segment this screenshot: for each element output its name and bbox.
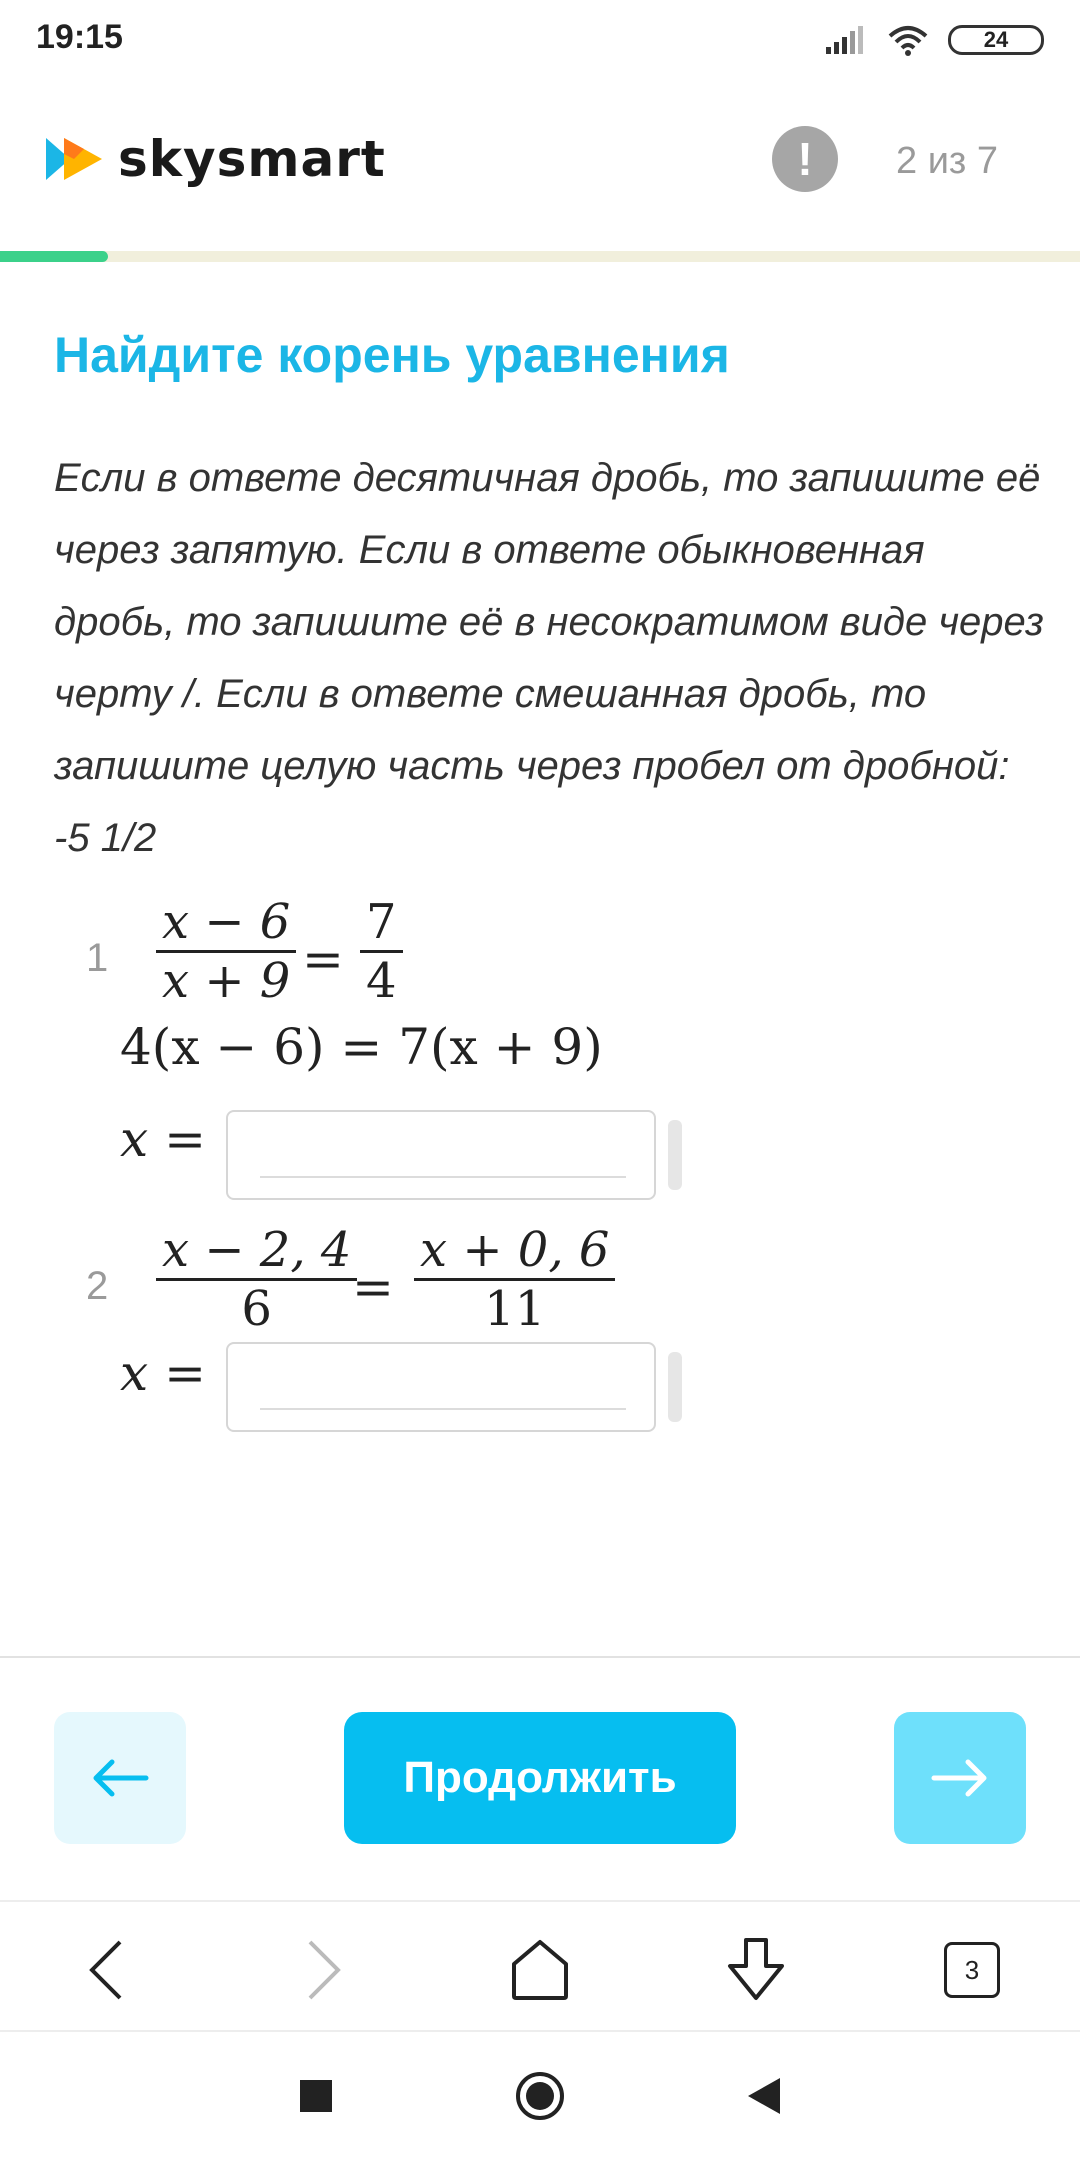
triangle-back-icon [746,2076,782,2116]
circle-icon [514,2070,566,2122]
wifi-icon [886,24,930,56]
fraction-denominator: 4 [366,953,397,1009]
status-bar [0,0,1080,80]
arrow-right-icon [930,1758,990,1798]
system-back-button[interactable] [732,2064,796,2128]
footer-divider [0,1656,1080,1658]
answer-label: x = [120,1344,206,1402]
battery-icon [948,25,1044,55]
download-icon [724,1936,788,2004]
exclamation-icon: ! [797,133,813,185]
answer-label: x = [120,1110,206,1168]
fraction-right [414,1222,615,1337]
answer-field[interactable] [226,1342,656,1432]
status-time: 19:15 [36,18,123,56]
chevron-right-icon [304,1938,344,2002]
tabs-count: 3 [964,1954,980,1985]
problem-number: 2 [86,1264,109,1308]
fraction-denominator: x + 9 [162,953,291,1009]
fraction-numerator: x − 2, 4 [162,1222,352,1278]
task-instructions: Если в ответе десятичная дробь, то запишите её через запятую. Если в ответе обыкновенная дробь, то запишите её в несократимом виде через черту /. Если в ответе смешанная дробь, то запишите целую часть через пробел от дробной: -5 1/2 [54,456,1044,860]
fraction-left [156,894,296,1009]
arrow-left-icon [90,1758,150,1798]
task-counter: 2 из 7 [896,140,999,182]
fraction-denominator: 11 [484,1281,546,1337]
input-handle[interactable] [668,1120,682,1190]
system-home-button[interactable] [508,2064,572,2128]
browser-home-button[interactable] [500,1930,580,2010]
recent-apps-button[interactable] [284,2064,348,2128]
answer-input[interactable] [258,1122,622,1180]
fraction-numerator: 7 [366,894,397,950]
input-underline [260,1176,626,1178]
fraction-numerator: x − 6 [162,894,291,950]
fraction-numerator: x + 0, 6 [420,1222,610,1278]
continue-button-label: Продолжить [403,1753,677,1802]
input-handle[interactable] [668,1352,682,1422]
progress-bar-fill [0,251,108,262]
home-icon [508,1938,572,2002]
browser-downloads-button[interactable] [716,1930,796,2010]
browser-back-button[interactable] [66,1930,146,2010]
chevron-left-icon [86,1938,126,2002]
equals-sign: = [302,930,344,988]
browser-tabs-button[interactable] [932,1930,1012,2010]
battery-level: 24 [983,27,1009,52]
skysmart-logo[interactable] [44,130,386,188]
answer-input[interactable] [258,1354,622,1412]
logo-mark-icon [44,134,104,184]
progress-bar [0,251,1080,262]
brand-name: skysmart [118,130,386,188]
fraction-denominator: 6 [241,1281,272,1337]
system-navigation-bar [0,2030,1080,2162]
status-icons [824,20,1044,60]
next-button[interactable] [894,1712,1026,1844]
report-problem-button[interactable] [772,126,838,192]
equals-sign: = [352,1258,394,1316]
back-button[interactable] [54,1712,186,1844]
app-header [0,110,1080,220]
answer-field[interactable] [226,1110,656,1200]
tabs-icon [944,1942,1000,1998]
input-underline [260,1408,626,1410]
fraction-right [360,894,403,1009]
browser-toolbar [0,1900,1080,2032]
browser-forward-button[interactable] [284,1930,364,2010]
task-title: Найдите корень уравнения [54,327,730,383]
square-icon [298,2078,334,2114]
fraction-left [156,1222,357,1337]
signal-icon [824,25,868,55]
problem-number: 1 [86,936,109,980]
continue-button[interactable] [344,1712,736,1844]
equation-step: 4(x − 6) = 7(x + 9) [120,1018,603,1076]
